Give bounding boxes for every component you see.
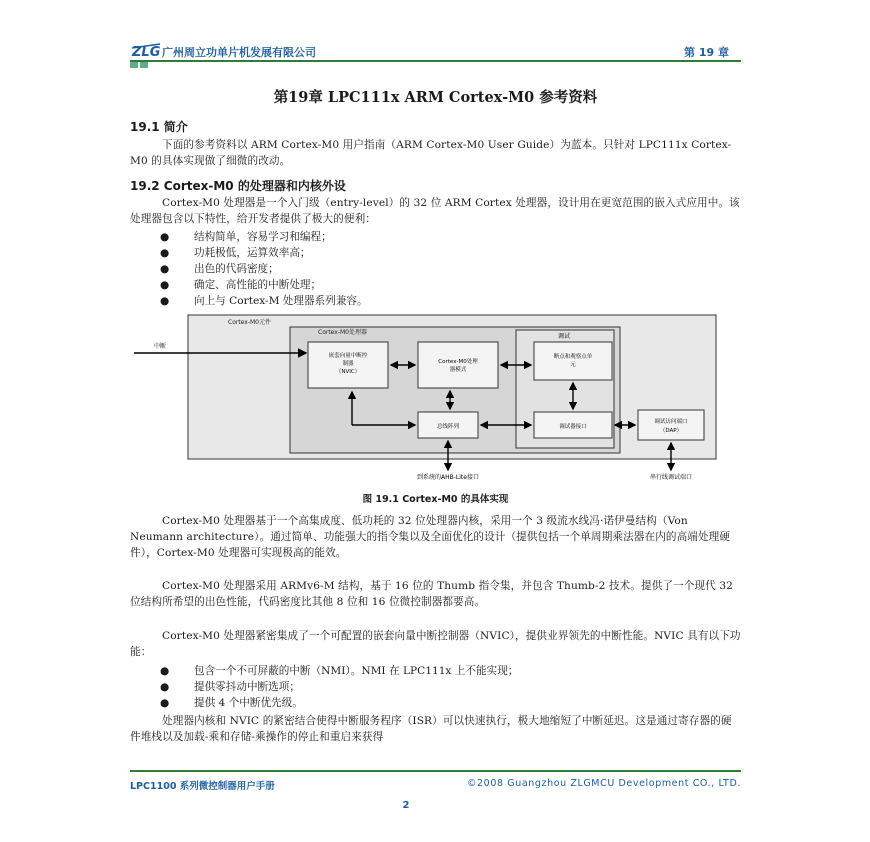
footer-copyright: ©2008 Guangzhou ZLGMCU Development CO., LTD.: [466, 778, 741, 789]
breakpoint-box: [534, 342, 612, 380]
figure-caption: 图 19.1 Cortex-M0 的具体实现: [362, 494, 509, 505]
page-title: 第19章 LPC111x ARM Cortex-M0 参考资料: [273, 89, 598, 106]
footer-rule: [130, 770, 741, 772]
page-header: [130, 42, 741, 66]
processor-label: Cortex-M0处理器: [318, 329, 367, 336]
page-number: 2: [402, 800, 410, 811]
nvic-label-line2: 制器: [342, 361, 354, 367]
core-box: [418, 342, 498, 388]
logo-text: ZLG: [132, 45, 161, 60]
core-label-line1: Cortex-M0处理: [438, 359, 478, 365]
body-paragraph-4: 处理器内核和 NVIC 的紧密结合使得中断服务程序（ISR）可以快速执行，极大地缩短了中断延迟。这是通过寄存器的硬件堆栈以及加载-乘和存储-乘操作的停止和重启来获得: [130, 715, 732, 743]
processor-paragraph: Cortex-M0 处理器是一个入门级（entry-level）的 32 位 ARM Cortex 处理器，设计用在更宽范围的嵌入式应用中。该处理器包含以下特性，给开发者提供了极大的便利：: [130, 197, 740, 225]
serial-label: 串行线调试端口: [649, 474, 693, 481]
dap-box: [638, 410, 704, 440]
nvic-label-line3: （NVIC）: [335, 369, 361, 375]
cortex-m0-diagram: [130, 312, 741, 482]
nvic-label-line1: 嵌套向量中断控: [328, 353, 368, 359]
chapter-label: 第 19 章: [684, 46, 729, 59]
body-paragraph-1: Cortex-M0 处理器基于一个高集成度、低功耗的 32 位处理器内核，采用一个 3 级流水线冯·诺伊曼结构（Von Neumann architecture）。通过简单、功能强大的指令集以及全面优化的设计（提供包括一个单周期乘法器在内的高端处理硬件），Cortex-M0 处理器可实现极高的能效。: [130, 515, 731, 559]
bus-matrix-label: 总线阵列: [436, 424, 460, 430]
breakpoint-label-line1: 断点和观察点单: [553, 354, 593, 360]
footer-manual-title: LPC1100 系列微控制器用户手册: [130, 781, 275, 792]
ahb-label: 到系统的AHB-Lite接口: [417, 474, 479, 481]
breakpoint-label-line2: 元: [570, 362, 576, 368]
section-heading-intro: 19.1 简介: [130, 120, 188, 134]
dap-label-line1: 调试访问端口: [654, 419, 688, 425]
section-heading-processor: 19.2 Cortex-M0 的处理器和内核外设: [130, 179, 346, 193]
intro-paragraph: 下面的参考资料以 ARM Cortex-M0 用户指南（ARM Cortex-M0 User Guide）为蓝本。只针对 LPC111x Cortex-M0 的具体实现做了细微的改动。: [130, 139, 732, 167]
company-name: 广州周立功单片机发展有限公司: [162, 46, 316, 59]
body-paragraph-3: Cortex-M0 处理器紧密集成了一个可配置的嵌套向量中断控制器（NVIC），提供业界领先的中断性能。NVIC 具有以下功能：: [130, 630, 741, 658]
debug-label: 调试: [557, 333, 571, 340]
header-rule: [130, 60, 741, 62]
dap-label-line2: （DAP）: [659, 428, 683, 434]
body-paragraph-2: Cortex-M0 处理器采用 ARMv6-M 结构，基于 16 位的 Thumb 指令集，并包含 Thumb-2 技术。提供了一个现代 32 位结构所希望的出色性能，代码密度比其他 8 位和 16 位微控制器都要高。: [130, 580, 734, 608]
implementation-label: Cortex-M0元件: [228, 319, 271, 326]
core-label-line2: 器模式: [449, 367, 467, 373]
interrupt-label: 中断: [154, 343, 167, 350]
debugger-interface-label: 调试器接口: [559, 424, 587, 430]
